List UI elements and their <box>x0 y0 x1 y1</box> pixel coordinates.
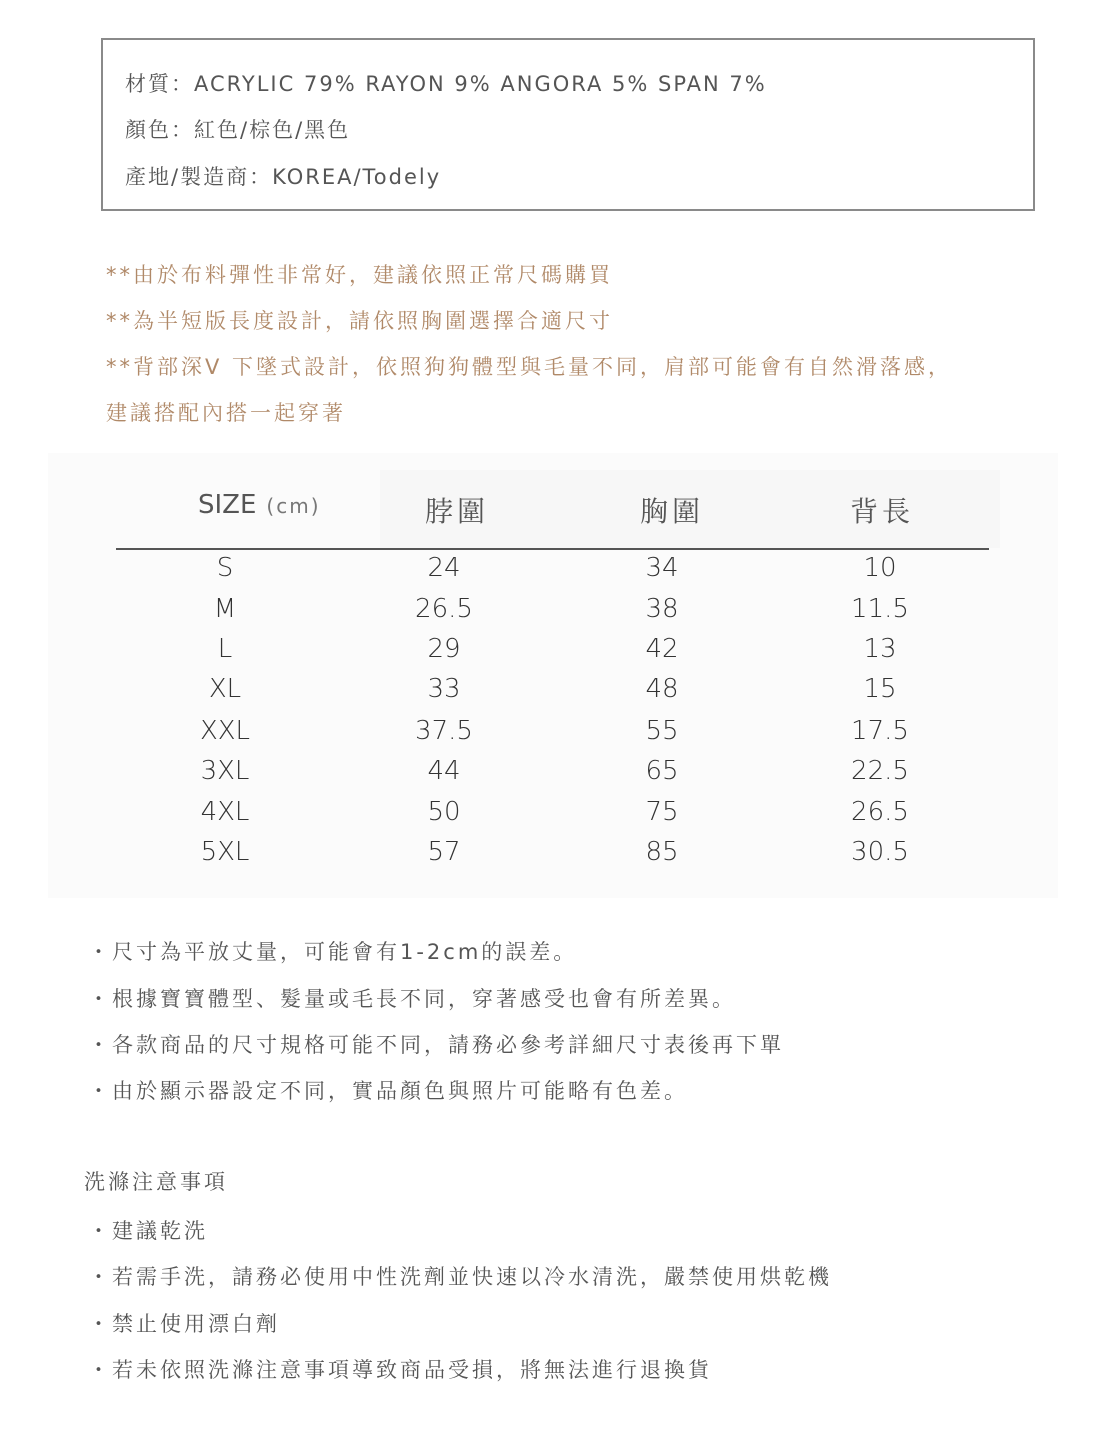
table-row <box>0 837 1100 877</box>
note-elasticity: **由於布料彈性非常好，建議依照正常尺碼購買 <box>106 263 613 287</box>
back-column-header: 背長 <box>850 495 915 528</box>
size-cell: 3XL <box>200 756 250 786</box>
size-label: SIZE <box>198 490 257 520</box>
back-cell: 26.5 <box>851 797 909 827</box>
back-cell: 17.5 <box>851 716 909 746</box>
size-column-header <box>198 490 321 520</box>
list-item: ・由於顯示器設定不同，實品顏色與照片可能略有色差。 <box>88 1079 688 1103</box>
table-row <box>0 594 1100 634</box>
list-item: ・禁止使用漂白劑 <box>88 1312 280 1336</box>
size-cell: XXL <box>199 716 251 746</box>
spec-box <box>101 38 1035 211</box>
chest-cell: 85 <box>645 837 679 867</box>
table-row <box>0 756 1100 796</box>
list-item: ・建議乾洗 <box>88 1219 208 1243</box>
colors-line: 顏色：紅色/棕色/黑色 <box>125 118 351 142</box>
note-short-length: **為半短版長度設計，請依照胸圍選擇合適尺寸 <box>106 309 613 333</box>
neck-cell: 44 <box>427 756 461 786</box>
neck-cell: 26.5 <box>415 594 473 624</box>
neck-cell: 57 <box>427 837 461 867</box>
note-deep-v-back: **背部深V 下墜式設計，依照狗狗體型與毛量不同，肩部可能會有自然滑落感， <box>106 355 953 379</box>
chest-cell: 48 <box>645 674 679 704</box>
size-cell: M <box>213 594 237 624</box>
neck-cell: 29 <box>427 634 461 664</box>
care-title: 洗滌注意事項 <box>84 1170 228 1194</box>
chest-cell: 65 <box>645 756 679 786</box>
back-cell: 13 <box>863 634 897 664</box>
size-cell: XL <box>208 674 242 704</box>
chest-cell: 75 <box>645 797 679 827</box>
neck-column-header: 脖圍 <box>425 495 490 528</box>
back-cell: 10 <box>863 553 897 583</box>
material-line: 材質：ACRYLIC 79% RAYON 9% ANGORA 5% SPAN 7% <box>125 72 767 96</box>
list-item: ・根據寶寶體型、髮量或毛長不同，穿著感受也會有所差異。 <box>88 987 736 1011</box>
size-cell: L <box>217 634 233 664</box>
table-row <box>0 674 1100 714</box>
list-item: ・尺寸為平放丈量，可能會有1-2cm的誤差。 <box>88 940 578 964</box>
size-cell: 5XL <box>200 837 250 867</box>
size-cell: 4XL <box>200 797 250 827</box>
table-row <box>0 634 1100 674</box>
chest-cell: 55 <box>645 716 679 746</box>
unit-label: (cm) <box>266 494 321 518</box>
neck-cell: 24 <box>427 553 461 583</box>
header-divider <box>116 548 989 550</box>
list-item: ・各款商品的尺寸規格可能不同，請務必參考詳細尺寸表後再下單 <box>88 1033 784 1057</box>
chest-cell: 34 <box>645 553 679 583</box>
table-row <box>0 553 1100 593</box>
back-cell: 30.5 <box>851 837 909 867</box>
chest-column-header: 胸圍 <box>640 495 705 528</box>
neck-cell: 50 <box>427 797 461 827</box>
chest-cell: 38 <box>645 594 679 624</box>
back-cell: 22.5 <box>851 756 909 786</box>
back-cell: 11.5 <box>851 594 909 624</box>
note-layering: 建議搭配內搭一起穿著 <box>106 401 346 425</box>
list-item: ・若未依照洗滌注意事項導致商品受損，將無法進行退換貨 <box>88 1358 712 1382</box>
origin-line: 產地/製造商：KOREA/Todely <box>125 165 442 189</box>
chest-cell: 42 <box>645 634 679 664</box>
size-cell: S <box>216 553 234 583</box>
neck-cell: 33 <box>427 674 461 704</box>
neck-cell: 37.5 <box>415 716 473 746</box>
list-item: ・若需手洗，請務必使用中性洗劑並快速以冷水清洗，嚴禁使用烘乾機 <box>88 1265 832 1289</box>
table-row <box>0 716 1100 756</box>
table-row <box>0 797 1100 837</box>
back-cell: 15 <box>863 674 897 704</box>
